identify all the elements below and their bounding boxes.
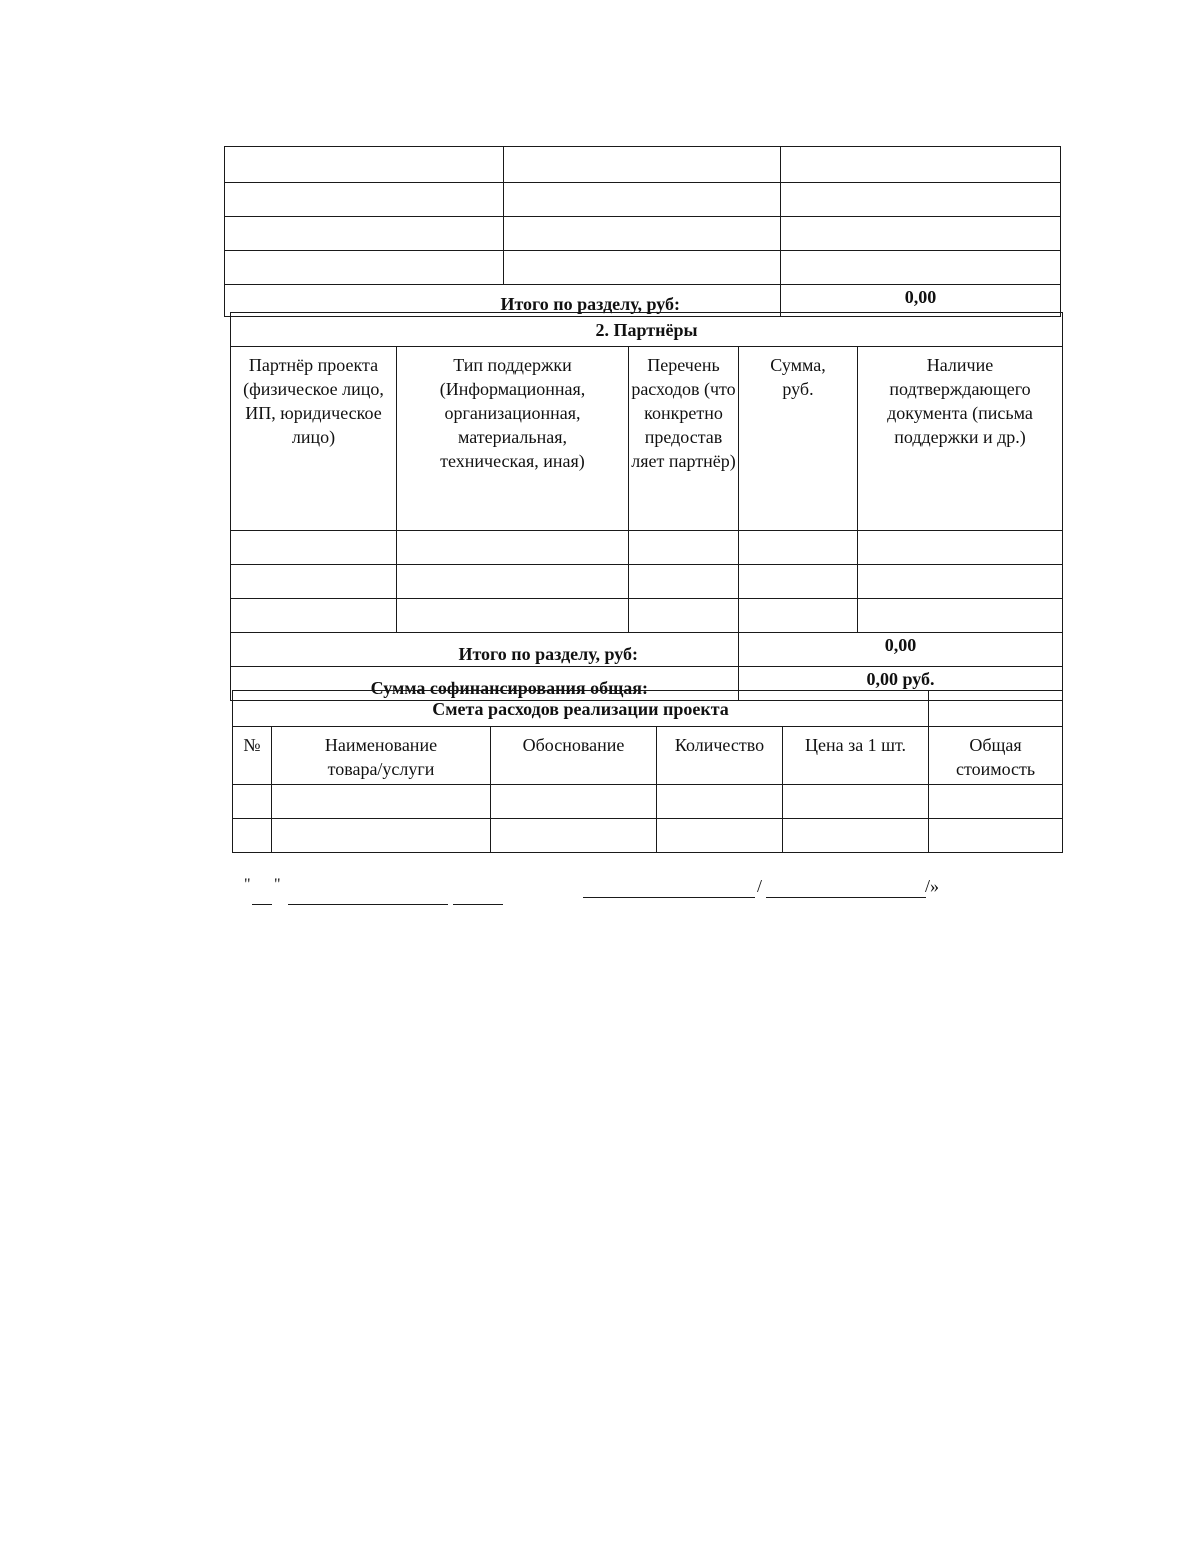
justification-header: Обоснование	[491, 727, 657, 785]
table-row	[231, 531, 1063, 565]
section1-total-label: Итого по разделу, руб:	[225, 285, 781, 317]
document-header: Наличие подтверждающего документа (письма поддержки и др.)	[858, 347, 1063, 531]
date-quote-close: "	[274, 876, 281, 893]
partners-title-row	[231, 313, 1063, 347]
name-field-line[interactable]	[766, 897, 926, 898]
item-name-header: Наименование товара/услуги	[272, 727, 491, 785]
partners-header-row	[231, 347, 1063, 531]
partners-total-value: 0,00	[739, 633, 1063, 667]
table-row	[233, 785, 1063, 819]
support-type-header: Тип поддержки (Информационная, организационная, материальная, техническая, иная)	[397, 347, 629, 531]
date-year-line[interactable]	[453, 904, 503, 905]
total-cost-header: Общая стоимость	[929, 727, 1063, 785]
unit-price-header: Цена за 1 шт.	[783, 727, 929, 785]
date-month-line[interactable]	[288, 904, 448, 905]
partners-table	[230, 312, 1063, 701]
table-row	[225, 147, 1061, 183]
cofinancing-value: 0,00 руб.	[739, 667, 1063, 701]
cofinancing-label: Сумма софинансирования общая:	[231, 667, 739, 701]
table-row	[225, 217, 1061, 251]
quantity-header: Количество	[657, 727, 783, 785]
table-row	[225, 183, 1061, 217]
signature-end-mark: /»	[925, 876, 940, 896]
partners-title: 2. Партнёры	[231, 313, 1063, 347]
estimate-title-row	[233, 691, 1063, 727]
table-row	[233, 819, 1063, 853]
table-row	[231, 599, 1063, 633]
partners-total-label: Итого по разделу, руб:	[231, 633, 739, 667]
estimate-table	[232, 690, 1063, 853]
date-quote-open: "	[244, 876, 251, 893]
date-day-line[interactable]	[252, 904, 272, 905]
number-header: №	[233, 727, 272, 785]
table-row	[231, 565, 1063, 599]
signature-field-line[interactable]	[583, 897, 755, 898]
table-row	[225, 251, 1061, 285]
partners-total-row	[231, 633, 1063, 667]
estimate-title: Смета расходов реализации проекта	[233, 691, 929, 727]
partner-header: Партнёр проекта (физическое лицо, ИП, юридическое лицо)	[231, 347, 397, 531]
estimate-header-row	[233, 727, 1063, 785]
section1-table	[224, 146, 1061, 317]
signature-slash: /	[757, 876, 763, 896]
section1-total-value: 0,00	[781, 285, 1061, 317]
sum-header: Сумма, руб.	[739, 347, 858, 531]
expenses-list-header: Перечень расходов (что конкретно предостав ляет партнёр)	[629, 347, 739, 531]
